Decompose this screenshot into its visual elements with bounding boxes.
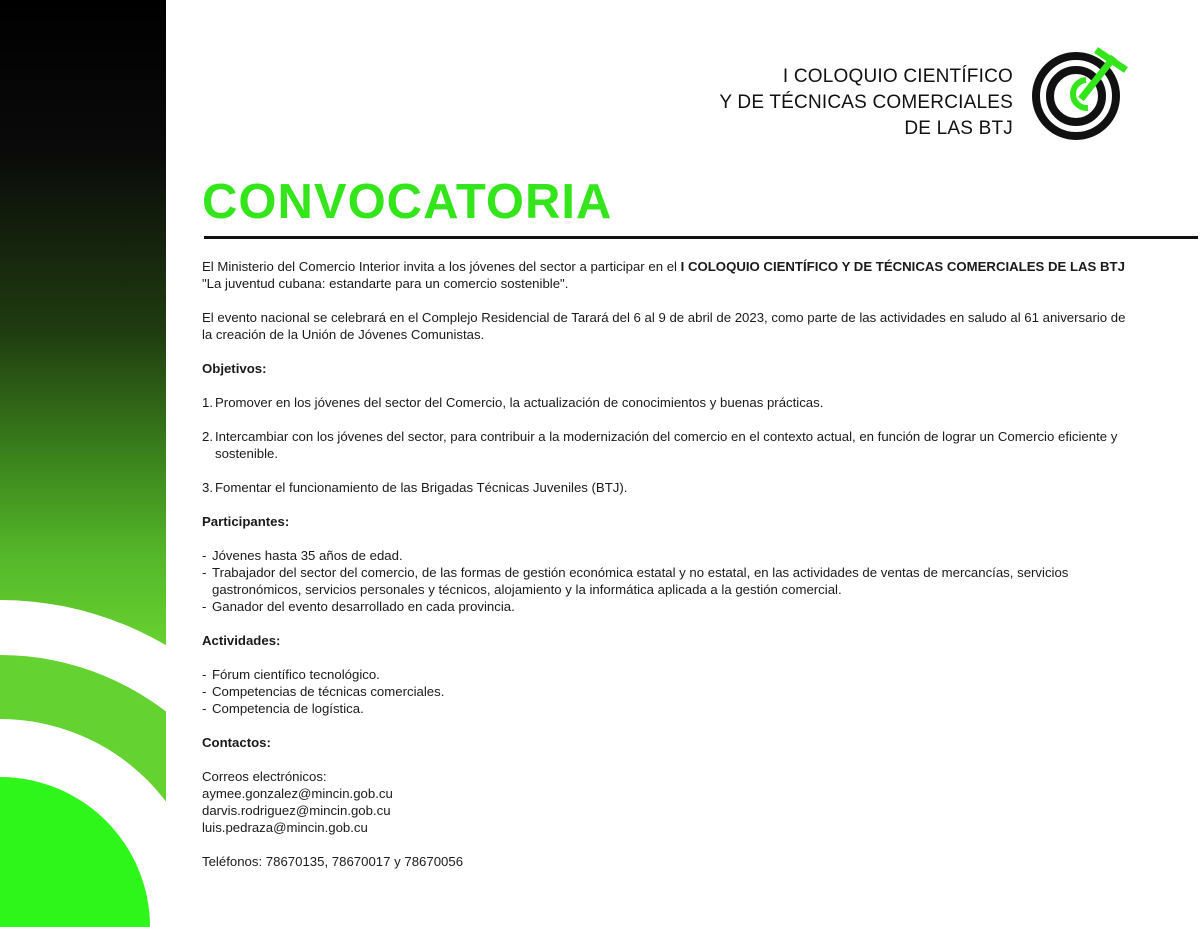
participant-text: Jóvenes hasta 35 años de edad. xyxy=(212,548,403,563)
contacts-heading: Contactos: xyxy=(202,735,271,750)
participant-text: Ganador del evento desarrollado en cada provincia. xyxy=(212,599,515,614)
participants-heading: Participantes: xyxy=(202,514,290,529)
emails-block xyxy=(202,768,1137,836)
objective-text: Fomentar el funcionamiento de las Brigadas Técnicas Juveniles (BTJ). xyxy=(215,480,628,495)
intro-event-name: I COLOQUIO CIENTÍFICO Y DE TÉCNICAS COMERCIALES DE LAS BTJ xyxy=(680,259,1125,274)
main-heading: CONVOCATORIA xyxy=(202,175,613,229)
objectives-list xyxy=(202,394,1137,496)
event-title-line-3: DE LAS BTJ xyxy=(904,118,1013,139)
participants-list xyxy=(202,547,1137,615)
concentric-arcs-graphic xyxy=(0,0,166,927)
target-logo-icon xyxy=(1026,42,1136,152)
participant-text: Trabajador del sector del comercio, de las formas de gestión económica estatal y no estatal, en las actividades de ventas de mercancías, servicios gastronómicos, servicios personales y técnicos, alojamiento y la informática aplicada a la gestión comercial. xyxy=(212,565,1069,597)
objective-item xyxy=(202,394,1137,411)
objectives-heading: Objetivos: xyxy=(202,361,267,376)
event-title xyxy=(719,64,1013,142)
email-address[interactable]: luis.pedraza@mincin.gob.cu xyxy=(202,820,368,835)
objective-text: Intercambiar con los jóvenes del sector, para contribuir a la modernización del comercio en el contexto actual, en función de lograr un Comercio eficiente y sostenible. xyxy=(215,429,1118,461)
event-paragraph: El evento nacional se celebrará en el Complejo Residencial de Tarará del 6 al 9 de abril de 2023, como parte de las actividades en saludo al 61 aniversario de la creación de la Unión de Jóvenes Comunistas. xyxy=(202,310,1126,342)
activity-item: - Competencias de técnicas comerciales. xyxy=(202,683,1137,700)
objective-item xyxy=(202,428,1137,462)
objective-number: 1. xyxy=(202,395,213,410)
activity-text: Competencias de técnicas comerciales. xyxy=(212,684,445,699)
document-body xyxy=(202,258,1137,870)
phone-numbers: Teléfonos: 78670135, 78670017 y 78670056 xyxy=(202,854,464,869)
activity-text: Fórum científico tecnológico. xyxy=(212,667,380,682)
activity-item: - Fórum científico tecnológico. xyxy=(202,666,1137,683)
objective-number: 2. xyxy=(202,429,213,444)
heading-divider xyxy=(204,236,1198,239)
email-address[interactable]: aymee.gonzalez@mincin.gob.cu xyxy=(202,786,393,801)
objective-number: 3. xyxy=(202,480,213,495)
intro-text-start: El Ministerio del Comercio Interior invita a los jóvenes del sector a participar en el xyxy=(202,259,681,274)
event-title-line-1: I COLOQUIO CIENTÍFICO xyxy=(782,66,1013,87)
intro-paragraph xyxy=(202,258,1137,292)
intro-text-end: "La juventud cubana: estandarte para un comercio sostenible". xyxy=(202,276,569,291)
email-address[interactable]: darvis.rodriguez@mincin.gob.cu xyxy=(202,803,391,818)
activities-list xyxy=(202,666,1137,717)
participant-item: - Ganador del evento desarrollado en cada provincia. xyxy=(202,598,1137,615)
emails-label: Correos electrónicos: xyxy=(202,769,327,784)
activities-heading: Actividades: xyxy=(202,633,281,648)
participant-item: - Trabajador del sector del comercio, de las formas de gestión económica estatal y no estatal, en las actividades de ventas de mercancías, servicios gastronómicos, servicios personales y técnicos, alojamiento y la informática aplicada a la gestión comercial. xyxy=(202,564,1137,598)
activity-item: - Competencia de logística. xyxy=(202,700,1137,717)
participant-item: - Jóvenes hasta 35 años de edad. xyxy=(202,547,1137,564)
activity-text: Competencia de logística. xyxy=(212,701,364,716)
objective-text: Promover en los jóvenes del sector del Comercio, la actualización de conocimientos y buenas prácticas. xyxy=(215,395,824,410)
event-title-line-2: Y DE TÉCNICAS COMERCIALES xyxy=(719,92,1013,113)
objective-item xyxy=(202,479,1137,496)
decorative-side-band xyxy=(0,0,166,927)
